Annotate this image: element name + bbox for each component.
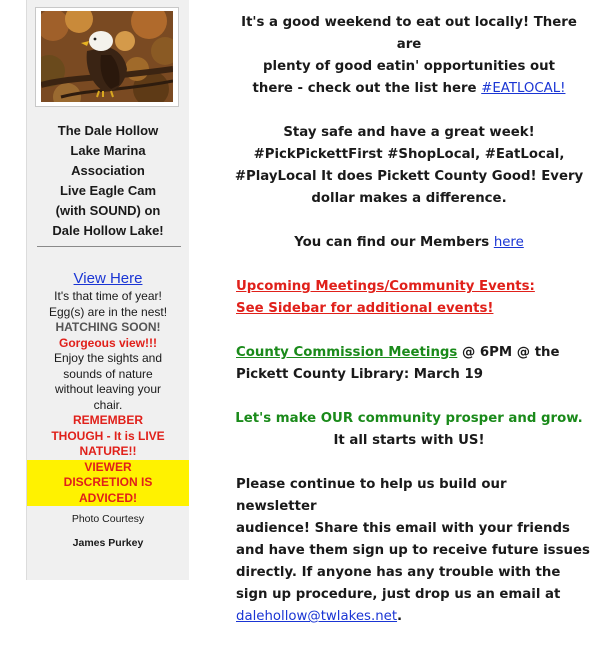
eagle-photo-frame	[35, 7, 179, 107]
paragraph-line: It all starts with US!	[333, 433, 485, 448]
paragraph-line: It's a good weekend to eat out locally! There are	[241, 15, 577, 52]
remember-text: THOUGH - It is LIVE	[51, 428, 165, 443]
paragraph-line	[228, 78, 590, 100]
hatching-soon-text: HATCHING SOON!	[55, 320, 161, 334]
stay-safe-paragraph	[228, 122, 590, 210]
eat-local-link[interactable]: #EATLOCAL!	[481, 81, 566, 96]
sidebar-text: Egg(s) are in the nest!	[48, 304, 168, 319]
paragraph-line: Stay safe and have a great week!	[283, 125, 535, 140]
commission-meetings-paragraph	[228, 342, 590, 386]
paragraph-line	[236, 342, 590, 364]
viewer-discretion-notice	[27, 475, 189, 491]
viewer-discretion-notice	[27, 491, 189, 507]
email-link[interactable]: dalehollow@twlakes.net	[236, 609, 398, 624]
commission-time-text: @ 6PM @ the	[461, 345, 560, 360]
members-text: You can find our Members	[294, 235, 490, 250]
commission-location-text: Pickett County Library: March 19	[236, 367, 484, 382]
prosper-text: Let's make OUR community prosper and grow.	[235, 411, 583, 426]
cam-title-line: Dale Hollow Lake!	[52, 223, 164, 238]
paragraph-line: #PickPickettFirst #ShopLocal, #EatLocal,	[253, 147, 565, 162]
sidebar-text: chair.	[93, 397, 123, 412]
members-paragraph	[228, 232, 590, 254]
upcoming-meetings-notice	[228, 276, 590, 320]
eagle-cam-title	[27, 121, 189, 241]
cam-title-line: Lake Marina	[70, 143, 146, 158]
sidebar-text: sounds of nature	[63, 366, 153, 381]
paragraph-line: and have them sign up to receive future issues	[236, 543, 590, 558]
paragraph-line: directly. If anyone has any trouble with the	[236, 565, 561, 580]
cam-title-line: The Dale Hollow	[57, 123, 159, 138]
cam-title-line: Association	[71, 163, 145, 178]
newsletter-body	[228, 12, 590, 650]
viewer-discretion-text: ADVICED!	[27, 491, 189, 507]
remember-text: NATURE!!	[79, 444, 137, 458]
viewer-discretion-text: DISCRETION IS	[27, 475, 189, 491]
gorgeous-view-text: Gorgeous view!!!	[58, 335, 157, 350]
sidebar-text: It's that time of year!	[54, 289, 162, 303]
cam-title-line: Live Eagle Cam	[59, 183, 157, 198]
sidebar	[26, 0, 189, 580]
paragraph-line: audience! Share this email with your friends	[236, 521, 570, 536]
paragraph-line: dollar makes a difference.	[311, 191, 507, 206]
county-commission-link[interactable]: County Commission Meetings	[236, 345, 458, 360]
prosper-paragraph	[228, 408, 590, 452]
photo-credit-name: James Purkey	[72, 536, 144, 549]
viewer-discretion-notice	[27, 460, 189, 476]
remember-text: REMEMBER	[72, 413, 143, 427]
paragraph-line: plenty of good eatin' opportunities out	[263, 59, 555, 74]
sidebar-text: without leaving your	[54, 382, 162, 396]
eat-local-paragraph	[228, 12, 590, 100]
sidebar-divider	[37, 246, 181, 247]
eagle-photo[interactable]	[41, 11, 173, 102]
sidebar-text: Enjoy the sights and	[53, 351, 163, 365]
paragraph-line: Please continue to help us build our newsletter	[236, 477, 507, 514]
photo-courtesy-label: Photo Courtesy	[71, 513, 145, 525]
closing-paragraph	[228, 474, 590, 628]
email-period: .	[397, 609, 403, 624]
viewer-discretion-text: VIEWER	[27, 460, 189, 476]
upcoming-meetings-heading: Upcoming Meetings/Community Events:	[236, 279, 535, 294]
cam-title-line: (with SOUND) on	[55, 203, 161, 218]
members-here-link[interactable]: here	[493, 235, 524, 250]
paragraph-line: sign up procedure, just drop us an email at	[236, 587, 561, 602]
sidebar-events-note: See Sidebar for additional events!	[236, 301, 494, 316]
eagle-cam-description	[27, 269, 189, 551]
paragraph-text: there - check out the list here	[252, 81, 477, 96]
paragraph-line	[236, 606, 590, 628]
view-here-link[interactable]: View Here	[73, 270, 143, 287]
paragraph-line: #PlayLocal It does Pickett County Good! Every	[234, 169, 584, 184]
